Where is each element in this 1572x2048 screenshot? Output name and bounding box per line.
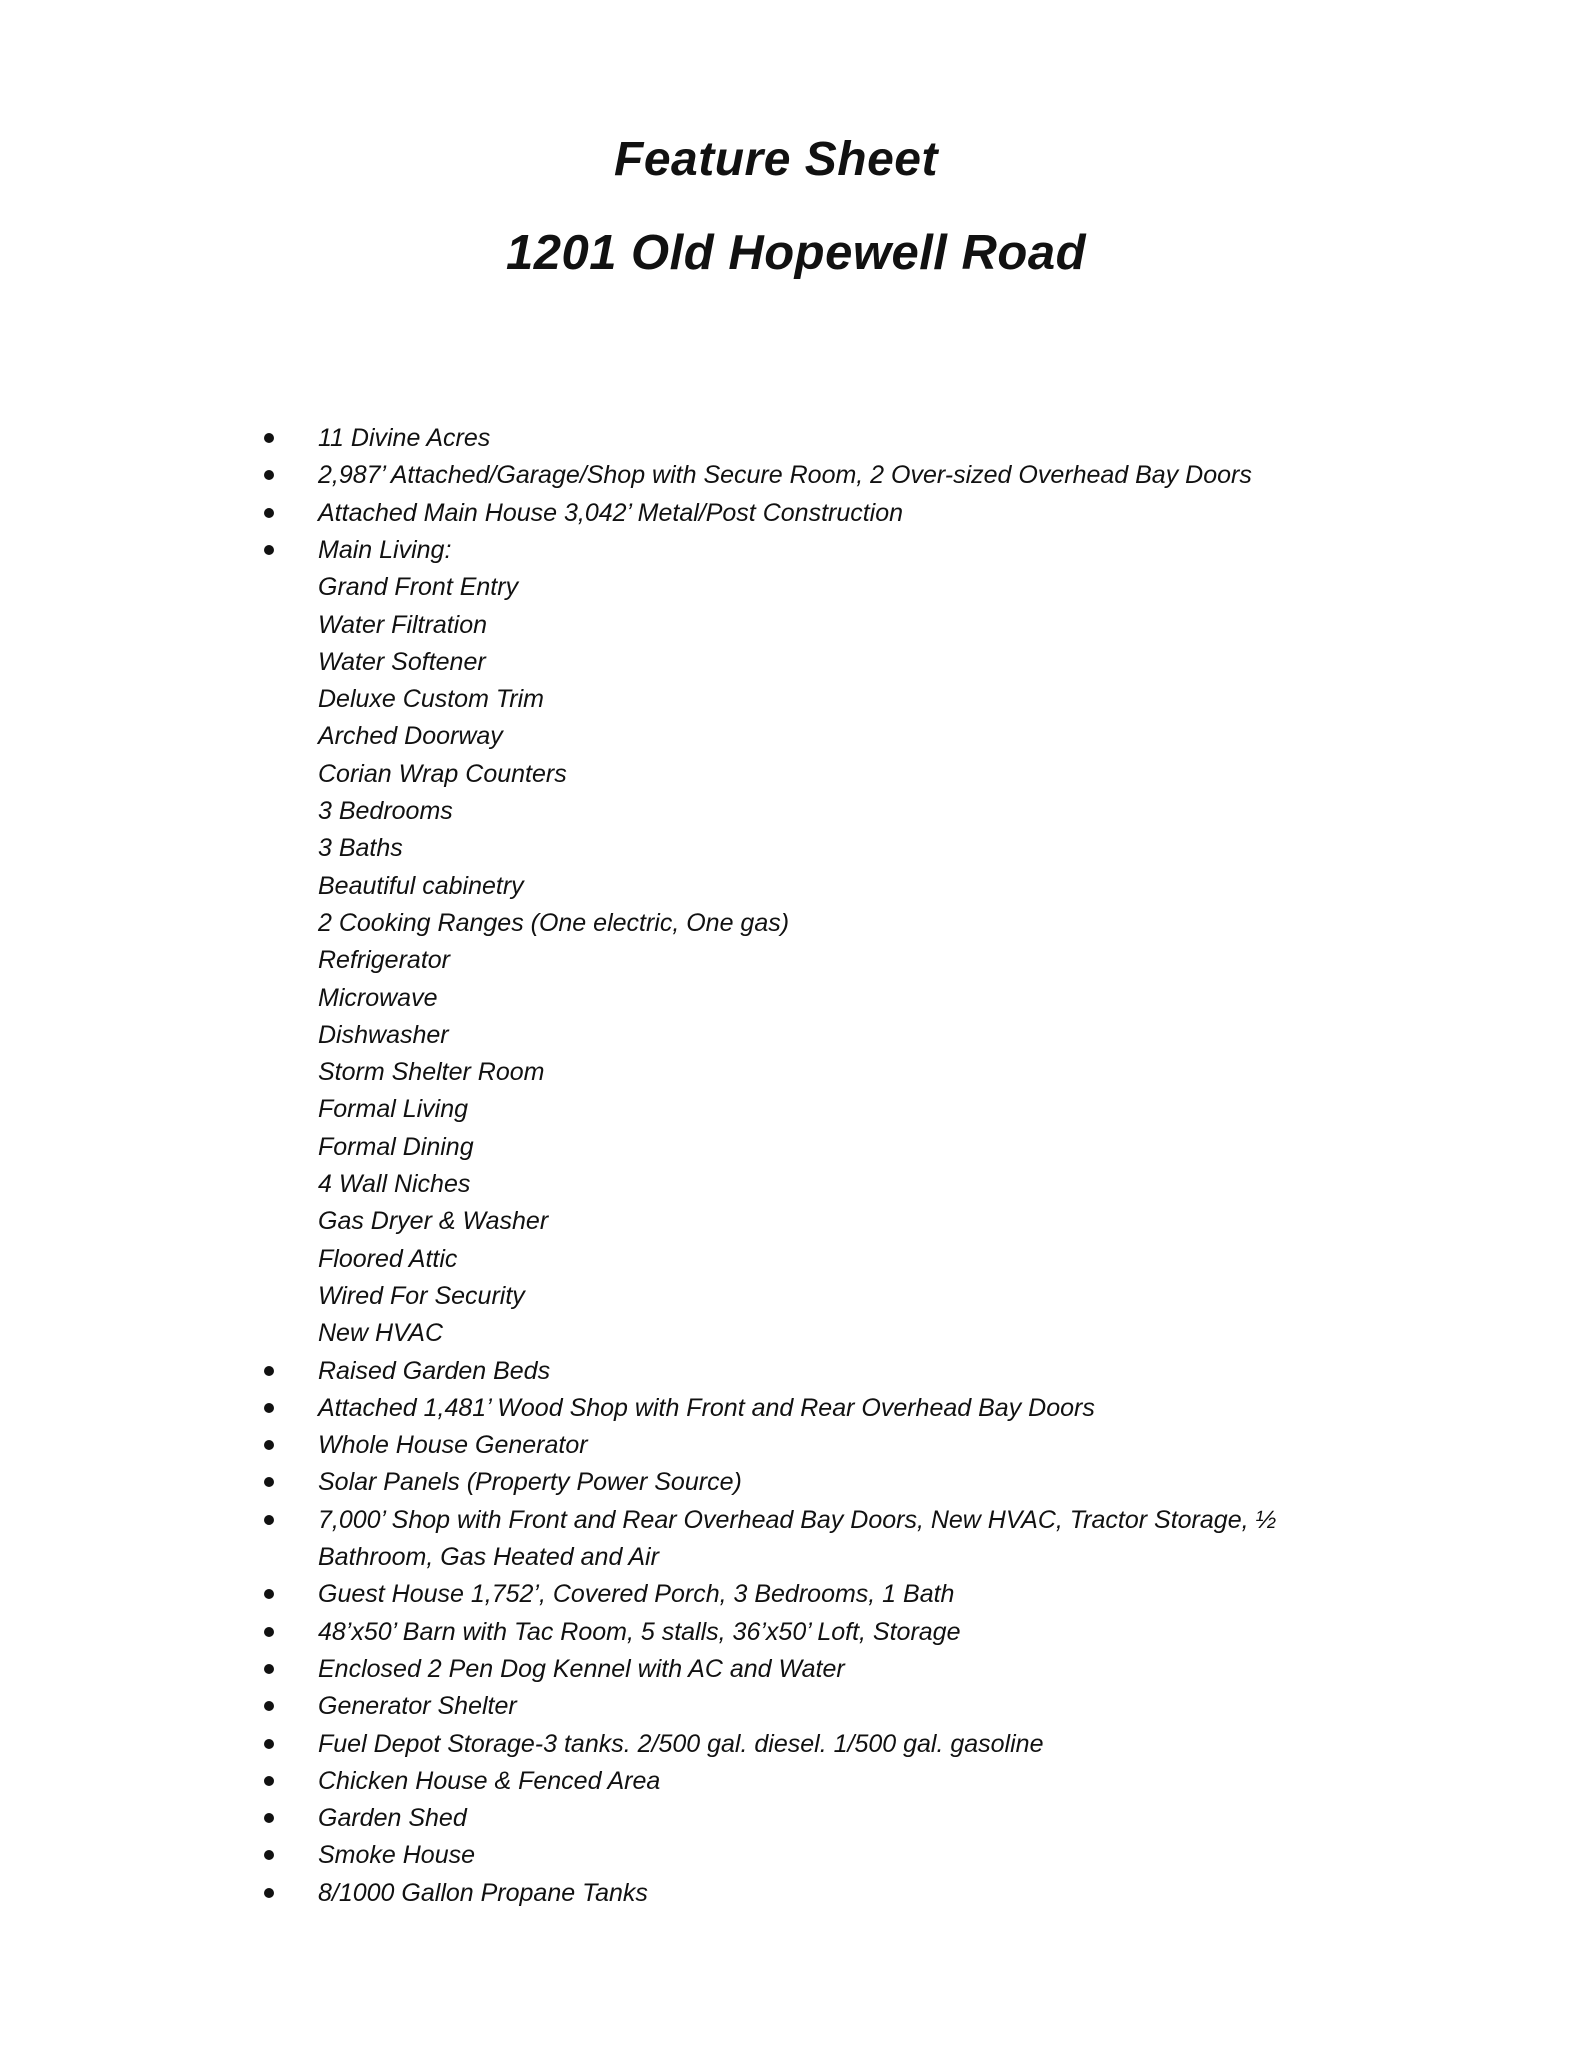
feature-text: Water Filtration	[318, 610, 488, 639]
feature-text: Solar Panels (Property Power Source)	[318, 1468, 742, 1497]
feature-subitem	[0, 567, 1572, 607]
bullet-icon	[264, 1515, 274, 1525]
bullet-icon	[264, 508, 274, 518]
feature-item	[0, 530, 1572, 570]
feature-item	[0, 1761, 1572, 1801]
feature-text: Refrigerator	[318, 946, 450, 975]
feature-text: 3 Baths	[318, 834, 403, 863]
feature-text: Enclosed 2 Pen Dog Kennel with AC and Water	[318, 1654, 845, 1683]
feature-subitem	[0, 1015, 1572, 1055]
feature-subitem	[0, 1052, 1572, 1092]
feature-text: 4 Wall Niches	[318, 1170, 471, 1198]
feature-text: 7,000’ Shop with Front and Rear Overhead Bay Doors, New HVAC, Tractor Storage, ½	[318, 1505, 1277, 1534]
feature-subitem	[0, 791, 1572, 831]
bullet-icon	[264, 1589, 274, 1599]
feature-subitem	[0, 1537, 1572, 1577]
feature-item	[0, 1425, 1572, 1465]
feature-item	[0, 1873, 1572, 1913]
feature-text: Gas Dryer & Washer	[318, 1207, 549, 1236]
feature-text: Guest House 1,752’, Covered Porch, 3 Bedrooms, 1 Bath	[318, 1580, 955, 1609]
feature-text: Formal Living	[318, 1095, 469, 1124]
feature-subitem	[0, 978, 1572, 1018]
feature-item	[0, 1724, 1572, 1764]
feature-item	[0, 1388, 1572, 1428]
feature-item	[0, 493, 1572, 533]
feature-item	[0, 1649, 1572, 1689]
feature-subitem	[0, 866, 1572, 906]
feature-text: Deluxe Custom Trim	[318, 685, 544, 714]
bullet-icon	[264, 1477, 274, 1487]
feature-subitem	[0, 1313, 1572, 1353]
feature-text: Wired For Security	[318, 1281, 525, 1310]
bullet-icon	[264, 433, 274, 443]
feature-item	[0, 1835, 1572, 1875]
bullet-icon	[264, 1664, 274, 1674]
bullet-icon	[264, 1850, 274, 1860]
bullet-icon	[264, 1813, 274, 1823]
bullet-icon	[264, 1701, 274, 1711]
feature-text: Microwave	[318, 983, 438, 1012]
feature-text: Garden Shed	[318, 1804, 467, 1833]
feature-subitem	[0, 716, 1572, 756]
feature-subitem	[0, 1276, 1572, 1316]
feature-subitem	[0, 754, 1572, 794]
property-address: 1201 Old Hopewell Road	[505, 226, 1087, 280]
bullet-icon	[264, 545, 274, 555]
feature-text: Fuel Depot Storage-3 tanks. 2/500 gal. diesel. 1/500 gal. gasoline	[318, 1729, 1044, 1758]
feature-item	[0, 1462, 1572, 1502]
feature-text: Attached Main House 3,042’ Metal/Post Construction	[318, 498, 904, 527]
feature-text: Raised Garden Beds	[318, 1356, 551, 1385]
feature-subitem	[0, 903, 1572, 943]
feature-subitem	[0, 1089, 1572, 1129]
feature-subitem	[0, 1164, 1572, 1204]
feature-text: Beautiful cabinetry	[318, 871, 524, 900]
feature-text: Storm Shelter Room	[318, 1058, 545, 1087]
bullet-icon	[264, 470, 274, 480]
feature-text: 3 Bedrooms	[318, 797, 453, 825]
feature-text: 8/1000 Gallon Propane Tanks	[318, 1878, 648, 1907]
bullet-icon	[264, 1627, 274, 1637]
bullet-icon	[264, 1366, 274, 1376]
feature-text: Bathroom, Gas Heated and Air	[318, 1543, 659, 1571]
feature-item	[0, 455, 1572, 495]
feature-subitem	[0, 642, 1572, 682]
feature-text: 2,987’ Attached/Garage/Shop with Secure Room, 2 Over-sized Overhead Bay Doors	[318, 461, 1252, 490]
feature-text: Arched Doorway	[318, 722, 503, 751]
feature-subitem	[0, 679, 1572, 719]
feature-text: Whole House Generator	[318, 1431, 588, 1460]
feature-text: Formal Dining	[318, 1132, 474, 1161]
feature-subitem	[0, 940, 1572, 980]
feature-subitem	[0, 1127, 1572, 1167]
bullet-icon	[264, 1888, 274, 1898]
feature-text: Main Living:	[318, 535, 452, 564]
feature-item	[0, 1612, 1572, 1652]
feature-text: 2 Cooking Ranges (One electric, One gas)	[318, 908, 790, 937]
bullet-icon	[264, 1739, 274, 1749]
feature-text: Floored Attic	[318, 1244, 458, 1273]
feature-text: Attached 1,481’ Wood Shop with Front and Rear Overhead Bay Doors	[318, 1393, 1095, 1422]
feature-text: New HVAC	[318, 1319, 444, 1348]
feature-text: Dishwasher	[318, 1020, 449, 1049]
page-title: Feature Sheet	[614, 133, 938, 186]
feature-text: 11 Divine Acres	[318, 424, 491, 452]
feature-item	[0, 1351, 1572, 1391]
feature-subitem	[0, 605, 1572, 645]
feature-text: Generator Shelter	[318, 1692, 517, 1721]
feature-item	[0, 418, 1572, 458]
feature-text: Chicken House & Fenced Area	[318, 1766, 661, 1795]
bullet-icon	[264, 1440, 274, 1450]
feature-text: Water Softener	[318, 647, 486, 676]
feature-item	[0, 1574, 1572, 1614]
feature-subitem	[0, 1201, 1572, 1241]
feature-item	[0, 1798, 1572, 1838]
feature-subitem	[0, 1239, 1572, 1279]
bullet-icon	[264, 1776, 274, 1786]
feature-text: 48’x50’ Barn with Tac Room, 5 stalls, 36’x50’ Loft, Storage	[318, 1617, 961, 1646]
feature-text: Grand Front Entry	[318, 573, 519, 602]
feature-subitem	[0, 828, 1572, 868]
feature-item	[0, 1686, 1572, 1726]
feature-text: Smoke House	[318, 1841, 476, 1870]
feature-item	[0, 1500, 1572, 1540]
bullet-icon	[264, 1403, 274, 1413]
feature-text: Corian Wrap Counters	[318, 759, 567, 788]
